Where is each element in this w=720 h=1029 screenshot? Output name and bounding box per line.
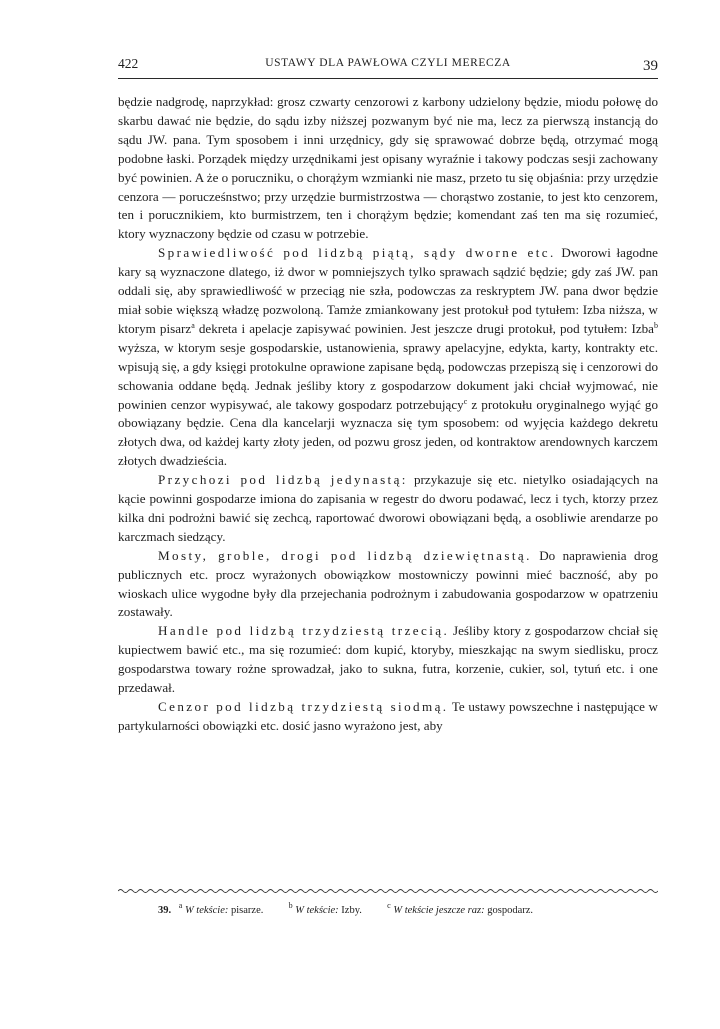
footnote-separator: [118, 888, 658, 894]
footnote-mark-b: b: [288, 901, 293, 910]
footnote-a-label: W tekście:: [184, 905, 229, 916]
section-heading-censor: Cenzor pod lidzbą trzydziestą siodmą.: [158, 699, 449, 714]
document-number: 39: [643, 58, 658, 74]
footnote-ref-b: b: [654, 320, 658, 330]
section-heading-bridges: Mosty, groble, drogi pod lidzbą dziewiętnastą.: [158, 547, 532, 563]
paragraph-4: Mosty, groble, drogi pod lidzbą dziewiętnastą. Do naprawienia drog publicznych etc. procz wyrażonych obowiązkow mostowniczy powinni mieć baczność, aby po wioskach ulice wygodne były dla przejechania podrożnym i zabudowania gospodarzow w opatrzeniu zostawały.: [118, 547, 658, 620]
section-heading-trade: Handle pod lidzbą trzydziestą trzecią.: [158, 623, 450, 639]
paragraph-2: Sprawiedliwość pod lidzbą piątą, sądy dworne etc. Dworowi łagodne kary są wyznaczone dlatego, iż dwor w pomniejszych tylko sprawach sądzić będzie; gdy zaś JW. pan oddali się, aby sprawiedliwość w przeciąg nie szła, podowczas za reskryptem JW. pana dwor będzie miał sobie większą władzę pozwoloną. Tamże zmiankowany jest protokuł pod tytułem: Izba niższa, w ktorym pisarz$^a$ dekreta i apelacje zapisywać powinien. Jest jeszcze drugi protokuł, pod tytułem: Izba$^b$ wyższa, w ktorym sesje gospodarskie, ustanowienia, sprawy apelacyjne, edykta, karty, kontrakty etc. wpisują się, a gdy księgi protokulne oprawione zapisane będą, podowczas przepiszą się i cenzorowi do schowania oddane będą. Jednak jeśliby ktory z gospodarzow dokument jaki chciał wyjmować, nie powinien cenzor wypisywać, ale takowy gospodarz potrzebujący$^c$ z protokułu oryginalnego wyjąć go obowiązany będzie. Cena dla kancelarji wyznacza się tym sposobem: od wyjęcia każdego dekretu złotych dwa, od każdej karty złoty jeden, od pozwu grosz jeden, od kontraktow arendownych karczem złotych dwadzieścia.: [118, 245, 658, 469]
footnote-b-text: Izby.: [341, 905, 362, 916]
page-number: 422: [118, 56, 139, 71]
footnote-c-text: gospodarz.: [487, 905, 534, 916]
paragraph-6: Cenzor pod lidzbą trzydziestą siodmą. Te ustawy powszechne i następujące w partykularności obowiązki etc. dosić jasno wyrażono jest, aby: [118, 699, 658, 733]
paragraph-5: Handle pod lidzbą trzydziestą trzecią. Jeśliby ktory z gospodarzow chciał się kupiectwem bawić etc., ma się rozumieć: dom kupić, ktoryby, mieszkając na swym siedlisku, procz gospodarstwa towary rożne sprowadzał, jako to sukna, futra, korzenie, cukier, sol, tytuń etc. i one przedawał.: [118, 623, 658, 696]
paragraph-1: będzie nadgrodę, naprzykład: grosz czwarty cenzorowi z karbony udzielony będzie, miodu połowę do skarbu dawać nie będzie, do sądu izby niższej pozwanym być nie ma, lecz za pierwszą instancją do sądu JW. pana. Tym sposobem i inni urzędnicy, gdy się sprawować dobrze będą, otrzymać mogą podobne łaski. Porządek między urzędnikami jest opisany wyraźnie i takowy podczas sesji zachowany być powinien. A że o poruczniku, o chorążym wzmianki nie masz, przeto tu się objaśnia: przy urzędzie cenzora — porucześnstwo; przy urzędzie burmistrzostwa — chorąstwo zostanie, to jest kto cenzorem, ten i porucznikiem, kto burmistrzem, ten i chorążym będzie; komendant zaś ten ma się rozumieć, ktory wyznaczony będzie od czasu w potrzebie.: [118, 94, 658, 242]
running-title: USTAWY DLA PAWŁOWA CZYLI MERECZA: [265, 57, 511, 69]
footnote-ref-c: c: [463, 396, 468, 406]
footnote-ref-a: a: [191, 320, 195, 330]
footnote-mark-c: c: [387, 901, 391, 910]
paragraph-3: Przychozi pod lidzbą jedynastą: przykazuje się etc. nietylko osiadających na kącie powinni gospodarze imiona do zapisania w regestr do dworu podawać, lecz i tych, ktorzy przez kilka dni podrożni bawić się zechcą, raportować dworowi obowiązani będą, a osobliwie arendarze po karczmach siedzący.: [118, 472, 659, 544]
footnote-number: 39.: [158, 905, 172, 916]
running-header: [118, 52, 658, 79]
body-text: [118, 93, 658, 736]
footnotes: [118, 901, 658, 918]
footnote-mark-a: a: [178, 901, 183, 910]
footnote-a-text: pisarze.: [231, 905, 264, 916]
section-heading-justice: Sprawiedliwość pod lidzbą piątą, sądy dworne etc.: [158, 245, 556, 261]
footnote-b-label: W tekście:: [295, 905, 339, 916]
footnote-c-label: W tekście jeszcze raz:: [393, 905, 485, 916]
section-heading-eleventh: Przychozi pod lidzbą jedynastą:: [158, 472, 408, 488]
